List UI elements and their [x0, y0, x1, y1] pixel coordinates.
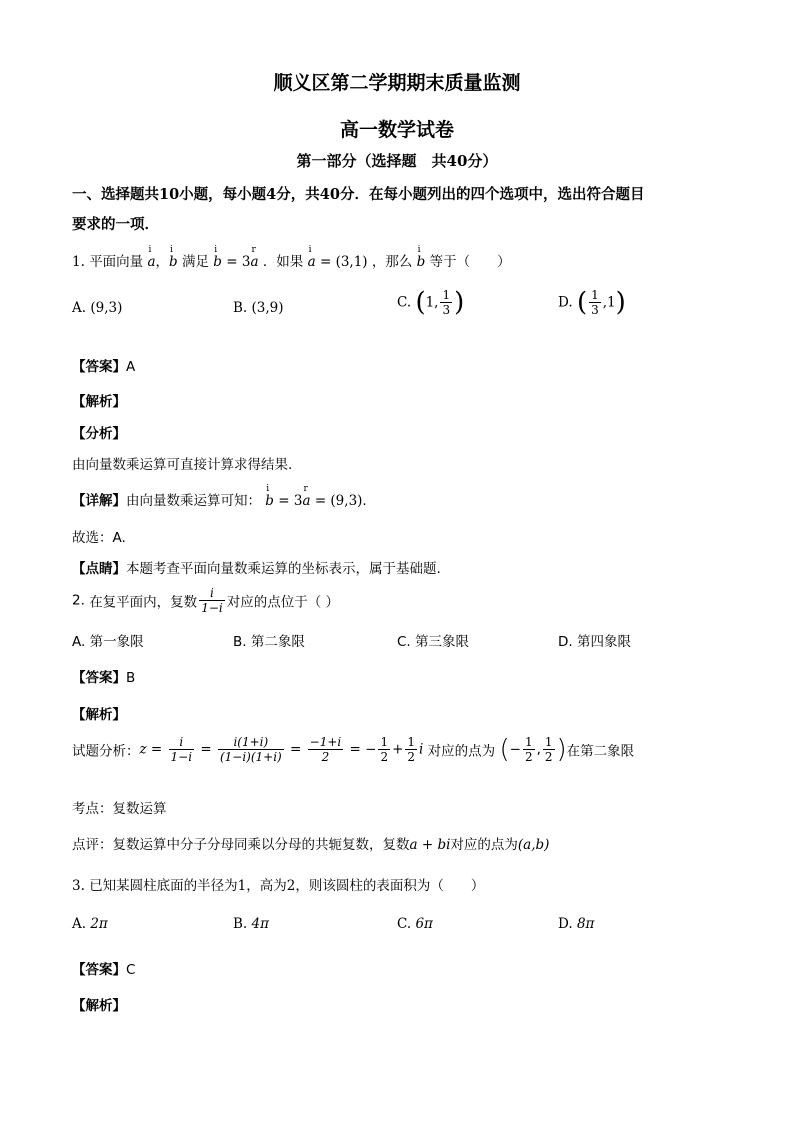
q1-option-a: A. (9,3): [72, 300, 123, 316]
vector-b-eq: i b: [213, 245, 222, 270]
q1-fenxi: 【分析】: [72, 426, 126, 442]
q3-jiexi: 【解析】: [72, 998, 126, 1014]
q1-text-5: 等于（ ）: [429, 254, 511, 270]
q2-dianping: 点评：复数运算中分子分母同乘以分母的共轭复数，复数a + bi对应的点为(a,b): [72, 837, 550, 853]
q1-detail: 【详解】由向量数乘运算可知： i b = 3 r a = (9,3).: [72, 484, 367, 509]
document-subtitle: 高一数学试卷: [339, 119, 454, 141]
section-intro-line2: 要求的一项．: [72, 216, 159, 233]
q3-stem: 3. 已知某圆柱底面的半径为1，高为2，则该圆柱的表面积为（ ）: [72, 878, 485, 894]
q1-number: 1.: [72, 254, 85, 270]
q2-option-b: B. 第二象限: [233, 634, 305, 650]
q2-kaodian: 考点：复数运算: [72, 801, 167, 817]
q3-option-b: B. 4π: [233, 916, 269, 932]
q3-option-c: C. 6π: [397, 916, 433, 932]
q3-option-d: D. 8π: [558, 916, 595, 932]
q1-text-4: ，那么: [371, 254, 413, 270]
q1-option-c: C. (1, $\frac{1}{3}$ ): [397, 287, 465, 318]
vector-a: i a: [147, 245, 156, 270]
q1-text-1: 平面向量: [89, 254, 144, 270]
q2-analysis: 试题分析：z = $\frac{i}{1-i}$ = $\frac{i(1+i)}{(1-i)(1+i)}$ = $\frac{-1+i}{2}$ = − $\frac{1}{2}$ + $\frac{1}{2}$ i 对应的点为 (− $\frac{1}{2}$ , $\frac{1}{2}$ )在第二象限: [72, 734, 635, 765]
vector-a-eq: r a: [250, 245, 259, 270]
q1-stem: 1. 平面向量 i a， i b 满足 i b = 3 r a ．如果 i a = (3,1) ，那么 i b 等于（ ）: [72, 245, 511, 270]
part-heading: 第一部分（选择题 共40分）: [296, 152, 498, 170]
q2-answer: 【答案】B: [72, 670, 136, 686]
q2-option-c: C. 第三象限: [397, 634, 470, 650]
q1-answer: 【答案】A: [72, 359, 136, 375]
vector-b-ask: i b: [416, 245, 426, 270]
q1-text-2: 满足: [182, 254, 209, 270]
vector-a-value: i a: [307, 245, 316, 270]
q1-choose: 故选：A.: [72, 530, 126, 546]
document-title: 顺义区第二学期期末质量监测: [273, 72, 521, 94]
q2-option-d: D. 第四象限: [558, 634, 631, 650]
q1-fenxi-text: 由向量数乘运算可直接计算求得结果.: [72, 457, 293, 473]
q1-option-b: B. (3,9): [233, 300, 284, 316]
q1-comment: 【点睛】本题考查平面向量数乘运算的坐标表示，属于基础题.: [72, 561, 441, 577]
q1-text-3: ．如果: [262, 254, 304, 270]
q3-option-a: A. 2π: [72, 916, 108, 932]
q2-jiexi: 【解析】: [72, 707, 126, 723]
section-intro-line1: 一、选择题共10小题，每小题4分，共40分．在每小题列出的四个选项中，选出符合题目: [72, 186, 645, 203]
q1-jiexi: 【解析】: [72, 394, 126, 410]
q3-answer: 【答案】C: [72, 962, 136, 978]
vector-b: i b: [169, 245, 178, 270]
q1-eq-val: = (3,1): [319, 254, 368, 270]
q1-option-d: D. ( $\frac{1}{3}$ ,1): [558, 287, 626, 318]
q2-option-a: A. 第一象限: [72, 634, 144, 650]
q2-stem: 2. 在复平面内，复数 $\frac{i}{1-i}$ 对应的点位于（ ）: [72, 586, 340, 615]
